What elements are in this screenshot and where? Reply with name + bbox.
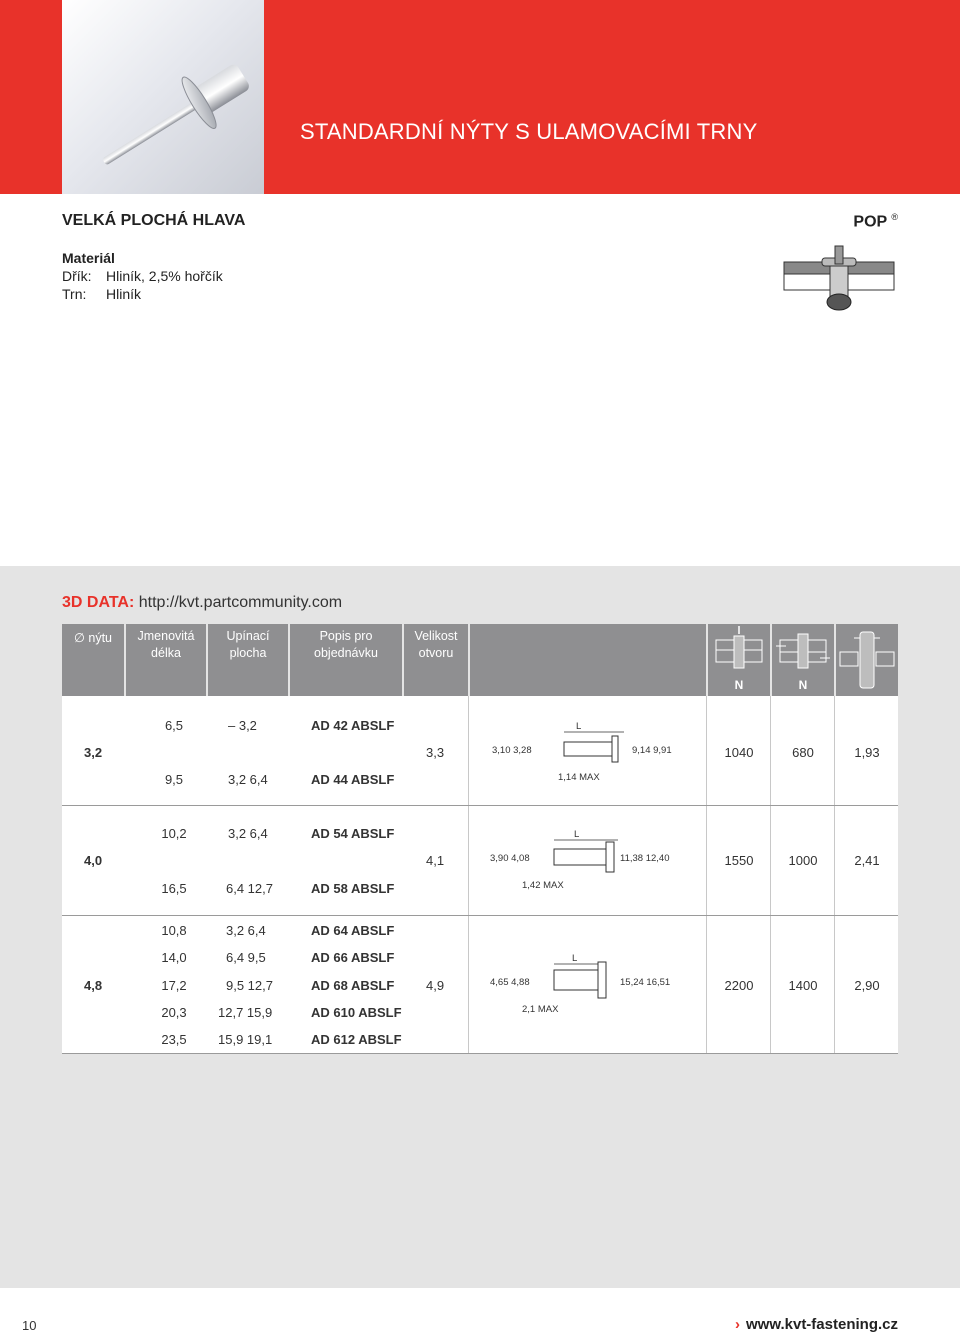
table-cell-length: 6,5 (164, 718, 184, 733)
table-cell-order: AD 612 ABSLF (311, 1032, 402, 1047)
group-divider (62, 1053, 898, 1054)
brand-label: POP ® (853, 212, 898, 231)
header-length: Jmenovitá délka (137, 629, 195, 660)
3d-data-link[interactable]: 3D DATA: http://kvt.partcommunity.com (62, 594, 343, 611)
header-diameter: ∅ nýtu (74, 631, 112, 645)
section-subtitle: VELKÁ PLOCHÁ HLAVA (62, 212, 246, 229)
table-cell-order: AD 58 ABSLF (311, 881, 395, 896)
material-heading: Materiál (62, 250, 115, 266)
mandrel-column-header (836, 624, 898, 696)
table-cell-grip: 3,2 6,4 (226, 923, 266, 938)
table-cell-mandrel: 2,90 (854, 978, 880, 993)
table-header (62, 624, 898, 696)
table-cell-tensile: 1000 (788, 853, 818, 868)
table-row-diameter: 3,2 (84, 745, 103, 760)
shear-column-header (708, 624, 770, 696)
svg-text:1,14 MAX: 1,14 MAX (558, 772, 600, 783)
tensile-column-header (772, 624, 834, 696)
tensile-strength-icon (772, 624, 834, 674)
table-cell-grip: 12,7 15,9 (218, 1005, 273, 1020)
header-order: Popis pro objednávku (314, 629, 378, 660)
table-cell-grip: 6,4 12,7 (226, 881, 273, 896)
svg-text:9,14 9,91: 9,14 9,91 (632, 745, 672, 756)
svg-text:3,90 4,08: 3,90 4,08 (490, 853, 530, 864)
group-divider (62, 915, 898, 916)
product-photo (62, 0, 264, 194)
svg-text:4,65 4,88: 4,65 4,88 (490, 977, 530, 988)
chevron-right-icon: › (735, 1316, 741, 1333)
mandrel-break-icon (836, 624, 898, 696)
table-cell-mandrel: 2,41 (854, 853, 880, 868)
table-cell-order: AD 610 ABSLF (311, 1005, 402, 1020)
table-cell-order: AD 42 ABSLF (311, 718, 395, 733)
shear-strength-icon (708, 624, 770, 674)
table-cell-length: 10,2 (161, 826, 187, 841)
header-hole: Velikost otvoru (414, 629, 458, 660)
svg-text:2,1 MAX: 2,1 MAX (522, 1004, 559, 1015)
table-cell-grip: 3,2 6,4 (228, 826, 268, 841)
svg-text:15,24 16,51: 15,24 16,51 (620, 977, 671, 988)
shear-unit-label: N (734, 678, 744, 692)
table-cell-shear: 2200 (724, 978, 754, 993)
svg-text:1,42 MAX: 1,42 MAX (522, 880, 564, 891)
svg-text:11,38 12,40: 11,38 12,40 (620, 853, 670, 864)
material-row: Dřík: Hliník, 2,5% hořčík (62, 268, 223, 284)
table-cell-hole: 4,1 (426, 853, 445, 868)
table-cell-grip: 15,9 19,1 (218, 1032, 273, 1047)
table-cell-tensile: 680 (792, 745, 814, 760)
material-row: Trn: Hliník (62, 286, 142, 302)
table-cell-shear: 1040 (724, 745, 754, 760)
table-cell-length: 9,5 (164, 772, 184, 787)
table-cell-order: AD 64 ABSLF (311, 923, 395, 938)
page-title: STANDARDNÍ NÝTY S ULAMOVACÍMI TRNY (300, 119, 758, 144)
header-grip: Upínací plocha (226, 629, 270, 660)
svg-text:L: L (572, 953, 578, 964)
table-cell-hole: 3,3 (426, 745, 445, 760)
column-divider (770, 696, 771, 1054)
rivet-dimension-diagram (488, 824, 698, 894)
rivet-dimension-diagram (488, 716, 698, 786)
table-cell-grip: 3,2 6,4 (228, 772, 268, 787)
column-divider (468, 696, 469, 1054)
svg-text:L: L (576, 721, 582, 732)
svg-text:3,10 3,28: 3,10 3,28 (492, 745, 532, 756)
table-row-diameter: 4,0 (84, 853, 103, 868)
table-cell-length: 23,5 (161, 1032, 187, 1047)
specs-table (62, 696, 898, 1054)
svg-text:L: L (574, 829, 580, 840)
table-cell-length: 20,3 (161, 1005, 187, 1020)
table-cell-length: 17,2 (161, 978, 187, 993)
table-cell-length: 14,0 (161, 950, 187, 965)
table-cell-tensile: 1400 (788, 978, 818, 993)
table-cell-length: 16,5 (161, 881, 187, 896)
table-cell-order: AD 44 ABSLF (311, 772, 395, 787)
table-cell-grip: 6,4 9,5 (226, 950, 266, 965)
table-cell-order: AD 54 ABSLF (311, 826, 395, 841)
table-cell-length: 10,8 (161, 923, 187, 938)
tensile-unit-label: N (798, 678, 808, 692)
table-row-diameter: 4,8 (84, 978, 103, 993)
table-cell-order: AD 68 ABSLF (311, 978, 395, 993)
table-cell-mandrel: 1,93 (854, 745, 880, 760)
website-link[interactable]: › www.kvt-fastening.cz (735, 1316, 898, 1333)
group-divider (62, 805, 898, 806)
table-cell-hole: 4,9 (426, 978, 445, 993)
table-cell-grip: – 3,2 (228, 718, 257, 733)
column-divider (834, 696, 835, 1054)
column-divider (706, 696, 707, 1054)
rivet-dimension-diagram (488, 948, 698, 1018)
table-cell-order: AD 66 ABSLF (311, 950, 395, 965)
table-cell-grip: 9,5 12,7 (226, 978, 273, 993)
rivet-cross-section-icon (780, 244, 898, 320)
header-divider (468, 624, 470, 696)
table-cell-shear: 1550 (724, 853, 754, 868)
page-number: 10 (22, 1318, 37, 1333)
